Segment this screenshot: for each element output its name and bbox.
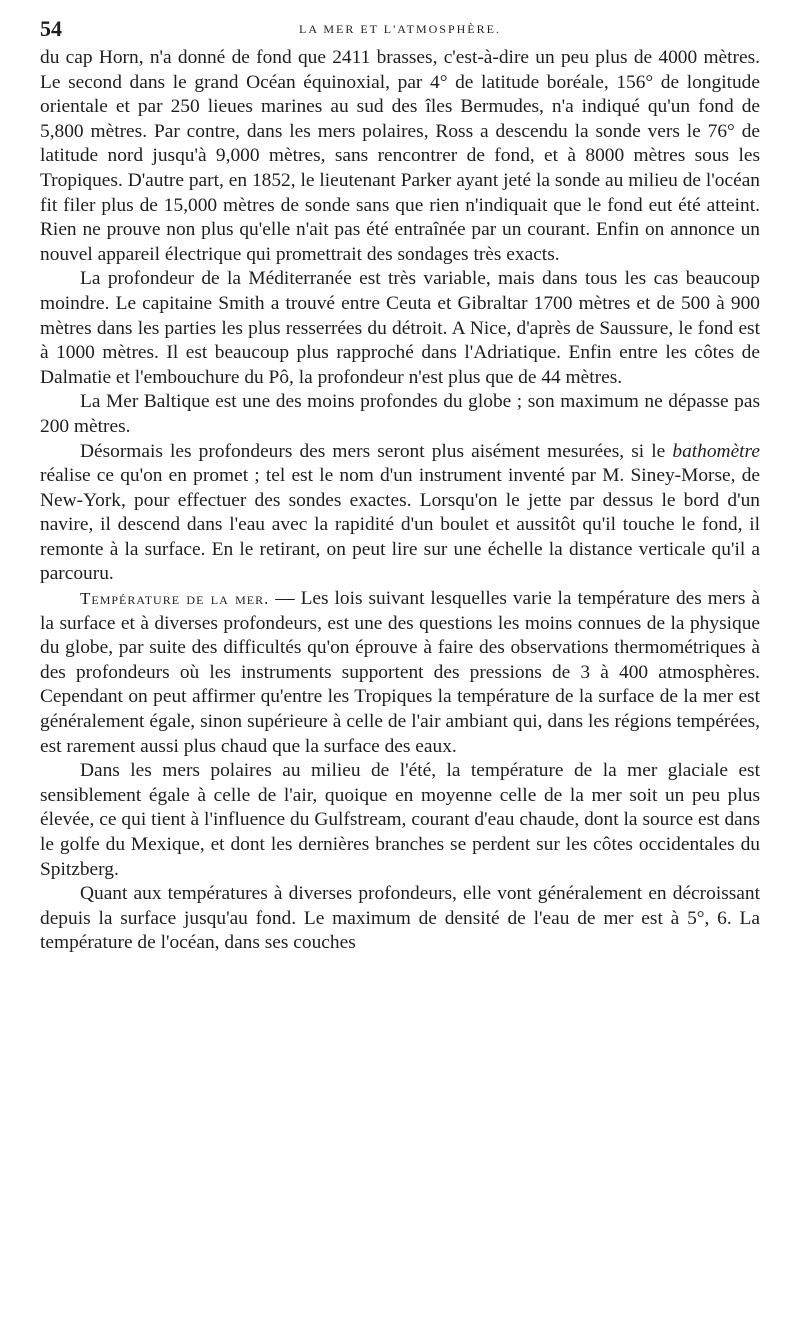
bathometer-text-after: réalise ce qu'on en promet ; tel est le nom d'un instrument inventé par M. Siney-Morse, de New-York, pour effectuer des sondes exactes. Lorsqu'on le jette par dessus le bord d'un navire, il descend dans l'eau avec la rapidité d'un boulet et aussitôt qu'il touche le fond, il remonte à la surface. En le retirant, on peut lire sur une échelle la distance verticale qu'il a parcouru. <box>40 465 760 585</box>
body-text <box>40 46 760 956</box>
bathometer-term: bathomètre <box>672 440 760 462</box>
paragraph-polar-seas: Dans les mers polaires au milieu de l'été, la température de la mer glaciale est sensiblement égale à celle de l'air, quoique en moyenne celle de la mer soit un peu plus élevée, ce qui tient à l'influence du Gulfstream, courant d'eau chaude, dont la source est dans le golfe du Mexique, et dont les dernières branches se perdent sur les côtes occidentales du Spitzberg. <box>40 760 760 880</box>
running-title: LA MER ET L'ATMOSPHÈRE. <box>299 22 501 36</box>
paragraph-bathometer <box>40 440 760 588</box>
running-head <box>40 16 760 46</box>
paragraph-baltic: La Mer Baltique est une des moins profondes du globe ; son maximum ne dépasse pas 200 mètres. <box>40 391 760 437</box>
paragraph-depth-temperatures: Quant aux températures à diverses profondeurs, elle vont généralement en décroissant depuis la surface jusqu'au fond. Le maximum de densité de l'eau de mer est à 5°, 6. La température de l'océan, dans ses couches <box>40 883 760 954</box>
sea-temperature-text: — Les lois suivant lesquelles varie la température des mers à la surface et à diverses profondeurs, est une des questions les moins connues de la physique du globe, par suite des difficultés qu'on éprouve à faire des observations thermométriques à des profondeurs où les instruments supportent des pressions de 3 à 400 atmosphères. Cependant on peut affirmer qu'entre les Tropiques la température de la surface de la mer est généralement égale, sinon supérieure à celle de l'air ambiant qui, dans les régions tempérées, est rarement aussi plus chaud que la surface des eaux. <box>40 588 760 757</box>
bathometer-text-before: Désormais les profondeurs des mers seront plus aisément mesurées, si le <box>80 440 673 462</box>
paragraph-sea-temperature <box>40 587 760 759</box>
paragraph-ocean-depths: du cap Horn, n'a donné de fond que 2411 brasses, c'est-à-dire un peu plus de 4000 mètres. Le second dans le grand Océan équinoxial, par 4° de latitude boréale, 156° de longitude orientale et par 250 lieues marines au sud des îles Bermudes, n'a indiqué qu'un fond de 5,800 mètres. Par contre, dans les mers polaires, Ross a descendu la sonde vers le 76° de latitude nord jusqu'à 9,000 mètres, sans rencontrer de fond, et à 8000 mètres sous les Tropiques. D'autre part, en 1852, le lieutenant Parker ayant jeté la sonde au milieu de l'océan fit filer plus de 15,000 mètres de sonde sans que rien n'indiquait que le fond eut été atteint. Rien ne prouve non plus qu'elle n'ait pas été entraînée par un courant. Enfin on annonce un nouvel appareil électrique qui promettrait des sondages très exacts. <box>40 47 760 265</box>
section-heading-temperature: Température de la mer. <box>80 589 270 609</box>
page-number: 54 <box>40 16 62 41</box>
paragraph-mediterranean: La profondeur de la Méditerranée est très variable, mais dans tous les cas beaucoup moindre. Le capitaine Smith a trouvé entre Ceuta et Gibraltar 1700 mètres et de 500 à 900 mètres dans les parties les plus resserrées du détroit. A Nice, d'après de Saussure, le fond est à 1000 mètres. Il est beaucoup plus rapproché dans l'Adriatique. Enfin entre les côtes de Dalmatie et l'embouchure du Pô, la profondeur n'est plus que de 44 mètres. <box>40 268 760 388</box>
